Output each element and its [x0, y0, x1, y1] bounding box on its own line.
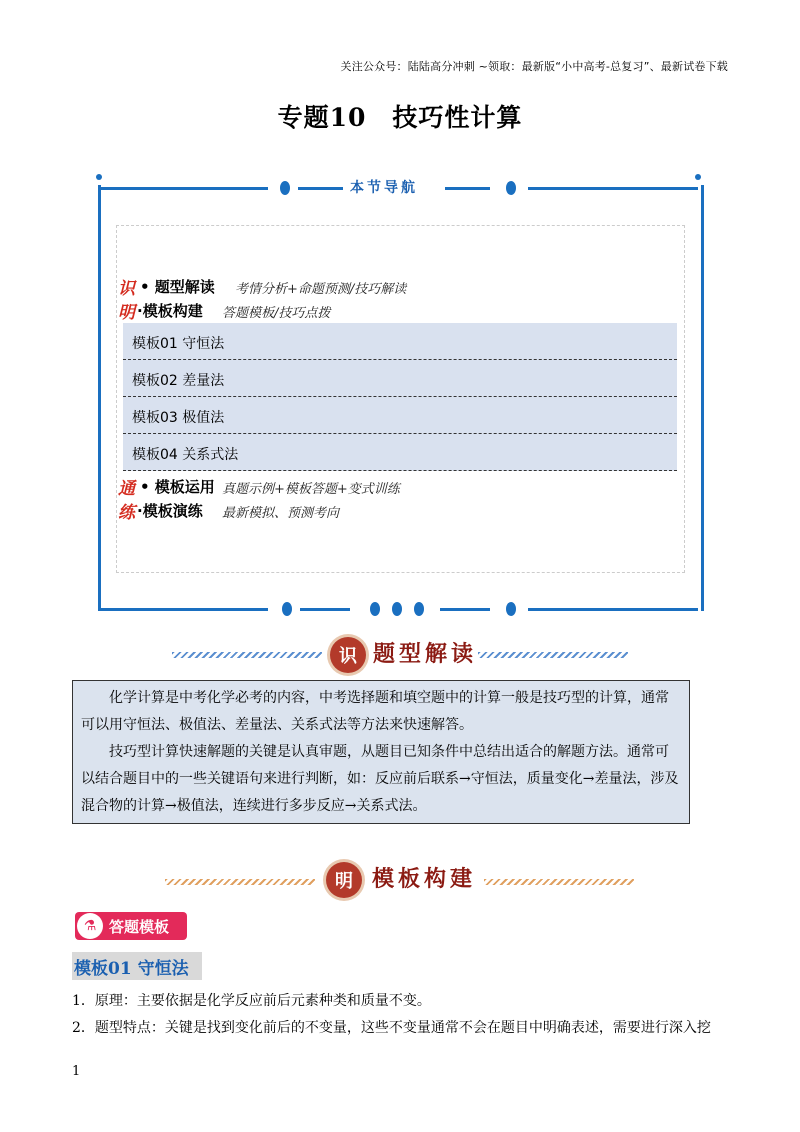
- template-item-label: 模板04 关系式法: [132, 447, 239, 463]
- nav-title: 本节导航: [350, 180, 418, 196]
- step-label: • 题型解读: [140, 278, 215, 296]
- template-item-label: 模板01 守恒法: [132, 336, 225, 352]
- nav-dot: [280, 181, 290, 195]
- template-item-label: 模板03 极值法: [132, 410, 225, 426]
- section-title: 题型解读: [373, 641, 478, 667]
- badge-label: 答题模板: [109, 917, 170, 936]
- nav-bottom-line-right: [528, 608, 698, 611]
- step-desc: 最新模拟、预测考向: [222, 506, 340, 521]
- step-label: • 模板运用: [140, 478, 215, 496]
- step-char-lian: 练: [118, 503, 135, 523]
- nav-dot: [392, 602, 402, 616]
- nav-dot: [414, 602, 424, 616]
- list-item[interactable]: [123, 323, 677, 360]
- nav-top-line-mid-right: [445, 187, 490, 190]
- banner-stripe: [484, 879, 634, 885]
- banner-stripe: [478, 652, 628, 658]
- step-desc: 真题示例+模板答题+变式训练: [222, 482, 400, 497]
- corner-dot: [96, 174, 102, 180]
- nav-dot: [506, 181, 516, 195]
- template-item-label: 模板02 差量法: [132, 373, 225, 389]
- template-heading: 模板01 守恒法: [72, 952, 202, 980]
- step-desc: 答题模板/技巧点拨: [222, 306, 331, 321]
- nav-bottom-line: [440, 608, 490, 611]
- step-desc: 考情分析+命题预测/技巧解读: [235, 282, 407, 297]
- page-number: 1: [72, 1064, 81, 1079]
- step-label: ·模板构建: [137, 302, 203, 320]
- nav-top-line-mid-left: [298, 187, 343, 190]
- intro-box: [72, 680, 690, 824]
- step-label: ·模板演练: [137, 502, 203, 520]
- nav-dot: [370, 602, 380, 616]
- template-list: [123, 323, 677, 471]
- nav-bottom-line: [300, 608, 350, 611]
- page-title: 专题10 技巧性计算: [277, 103, 523, 132]
- answer-template-badge: [75, 912, 187, 940]
- nav-top-line-left: [98, 187, 268, 190]
- list-item[interactable]: [123, 360, 677, 397]
- flask-icon: ⚗: [77, 913, 103, 939]
- banner-stripe: [172, 652, 322, 658]
- section-title: 模板构建: [372, 866, 477, 892]
- list-item[interactable]: [123, 434, 677, 471]
- nav-dot: [282, 602, 292, 616]
- seal-icon: 明: [326, 862, 362, 898]
- nav-bottom-line-left: [98, 608, 268, 611]
- corner-dot: [695, 174, 701, 180]
- seal-icon: 识: [330, 637, 366, 673]
- body-line: 2．题型特点：关键是找到变化前后的不变量，这些不变量通常不会在题目中明确表述，需要进行深入挖: [72, 1020, 711, 1036]
- nav-top-line-right: [528, 187, 698, 190]
- intro-paragraph: 技巧型计算快速解题的关键是认真审题，从题目已知条件中总结出适合的解题方法。通常可以结合题目中的一些关键语句来进行判断，如：反应前后联系→守恒法，质量变化→差量法，涉及混合物的计算→极值法，连续进行多步反应→关系式法。: [81, 744, 679, 814]
- body-line: 1．原理：主要依据是化学反应前后元素种类和质量不变。: [72, 993, 431, 1009]
- step-char-shi: 识: [118, 279, 135, 299]
- intro-paragraph: 化学计算是中考化学必考的内容，中考选择题和填空题中的计算一般是技巧型的计算，通常可以用守恒法、极值法、差量法、关系式法等方法来快速解答。: [81, 690, 669, 733]
- banner-stripe: [165, 879, 315, 885]
- step-char-tong: 通: [118, 479, 135, 499]
- nav-dot: [506, 602, 516, 616]
- list-item[interactable]: [123, 397, 677, 434]
- step-char-ming: 明: [118, 303, 135, 323]
- header-note: 关注公众号：陆陆高分冲刺 ~领取：最新版“小中高考-总复习”、最新试卷下载: [340, 60, 728, 73]
